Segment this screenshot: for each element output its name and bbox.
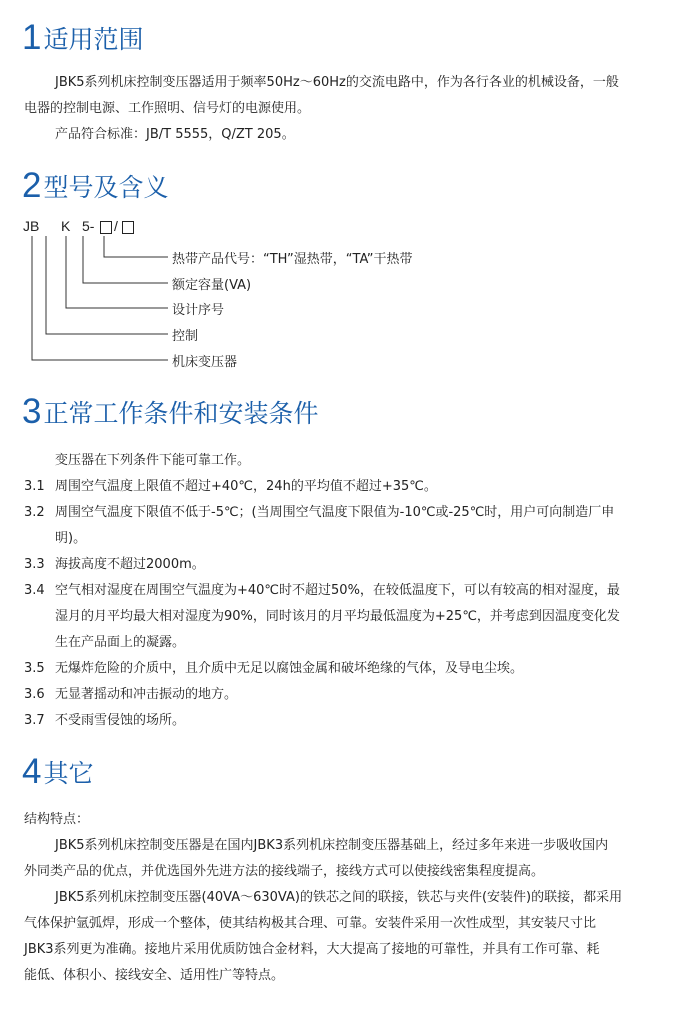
- structure-label: 结构特点：: [24, 812, 90, 827]
- legend-machine-transformer: 机床变压器: [172, 355, 238, 370]
- legend-rated-capacity: 额定容量(VA): [172, 278, 252, 293]
- section-number: 4: [22, 752, 42, 791]
- code-part-5: 5-: [82, 218, 95, 234]
- conditions-intro: 变压器在下列条件下能可靠工作。: [55, 453, 251, 468]
- paragraph-line: 气体保护氩弧焊，形成一个整体，使其结构极其合理、可靠。安装件采用一次性成型，其安装尺寸比: [24, 916, 597, 931]
- legend-design-number: 设计序号: [172, 303, 225, 318]
- item-number: 3.3: [24, 557, 45, 572]
- legend-control: 控制: [172, 329, 199, 344]
- condition-item: [24, 656, 523, 682]
- paragraph-line: 外同类产品的优点，并优选国外先进方法的接线端子，接线方式可以使接线密集程度提高。: [24, 864, 545, 879]
- section-title: 适用范围: [43, 25, 144, 54]
- condition-item: [24, 682, 237, 708]
- item-number: 3.6: [24, 687, 45, 702]
- paragraph-line: JBK3系列更为准确。接地片采用优质防蚀合金材料，大大提高了接地的可靠性，并具有工作可靠、耗: [24, 942, 600, 957]
- condition-item: [24, 552, 205, 578]
- condition-item: [24, 474, 437, 500]
- paragraph-line: 能低、体积小、接线安全、适用性广等特点。: [24, 968, 285, 983]
- condition-item: [24, 578, 620, 604]
- item-text-continued: 明)。: [55, 531, 87, 546]
- model-code-connector-lines: [0, 0, 700, 400]
- item-text: 周围空气温度下限值不低于-5℃；(当周围空气温度下限值为-10℃或-25℃时，用户可向制造厂申: [55, 505, 615, 520]
- section-number: 2: [22, 166, 42, 205]
- section-title: 型号及含义: [43, 173, 169, 202]
- paragraph-line: JBK5系列机床控制变压器(40VA～630VA)的铁芯之间的联接，铁芯与夹件(安装件)的联接，都采用: [55, 890, 623, 905]
- item-text: 海拔高度不超过2000m。: [55, 557, 205, 572]
- item-text: 无显著摇动和冲击振动的地方。: [55, 687, 238, 702]
- condition-item: [24, 500, 614, 526]
- code-part-k: K: [61, 218, 71, 234]
- section-title: 正常工作条件和安装条件: [43, 399, 319, 428]
- code-part-slash: /: [114, 218, 118, 234]
- item-number: 3.5: [24, 661, 45, 676]
- section-4-heading: [22, 752, 93, 792]
- item-text-continued: 湿月的月平均最大相对湿度为90%，同时该月的月平均最低温度为+25℃，并考虑到因温度变化发: [55, 609, 620, 624]
- section-number: 3: [22, 392, 42, 431]
- paragraph-line: JBK5系列机床控制变压器是在国内JBK3系列机床控制变压器基础上，经过多年来进一步吸收国内: [55, 838, 609, 853]
- item-text: 无爆炸危险的介质中，且介质中无足以腐蚀金属和破坏绝缘的气体，及导电尘埃。: [55, 661, 524, 676]
- item-text: 周围空气温度上限值不超过+40℃，24h的平均值不超过+35℃。: [55, 479, 437, 494]
- section-number: 1: [22, 18, 42, 57]
- item-number: 3.1: [24, 479, 45, 494]
- standard-line: 产品符合标准：JB/T 5555，Q/ZT 205。: [55, 127, 295, 142]
- item-text: 不受雨雪侵蚀的场所。: [55, 713, 186, 728]
- legend-climate-code: 热带产品代号：“TH”湿热带，“TA”干热带: [172, 252, 413, 267]
- code-part-jb: JB: [23, 218, 40, 234]
- item-number: 3.4: [24, 583, 45, 598]
- item-text: 空气相对湿度在周围空气温度为+40℃时不超过50%，在较低温度下，可以有较高的相对湿度，最: [55, 583, 620, 598]
- paragraph-line: JBK5系列机床控制变压器适用于频率50Hz～60Hz的交流电路中，作为各行各业的机械设备，一般: [55, 75, 619, 90]
- item-text-continued: 生在产品面上的凝露。: [55, 635, 186, 650]
- section-3-heading: [22, 392, 318, 432]
- section-title: 其它: [43, 759, 94, 788]
- item-number: 3.7: [24, 713, 45, 728]
- condition-item: [24, 708, 185, 734]
- item-number: 3.2: [24, 505, 45, 520]
- paragraph-line: 电器的控制电源、工作照明、信号灯的电源使用。: [24, 101, 311, 116]
